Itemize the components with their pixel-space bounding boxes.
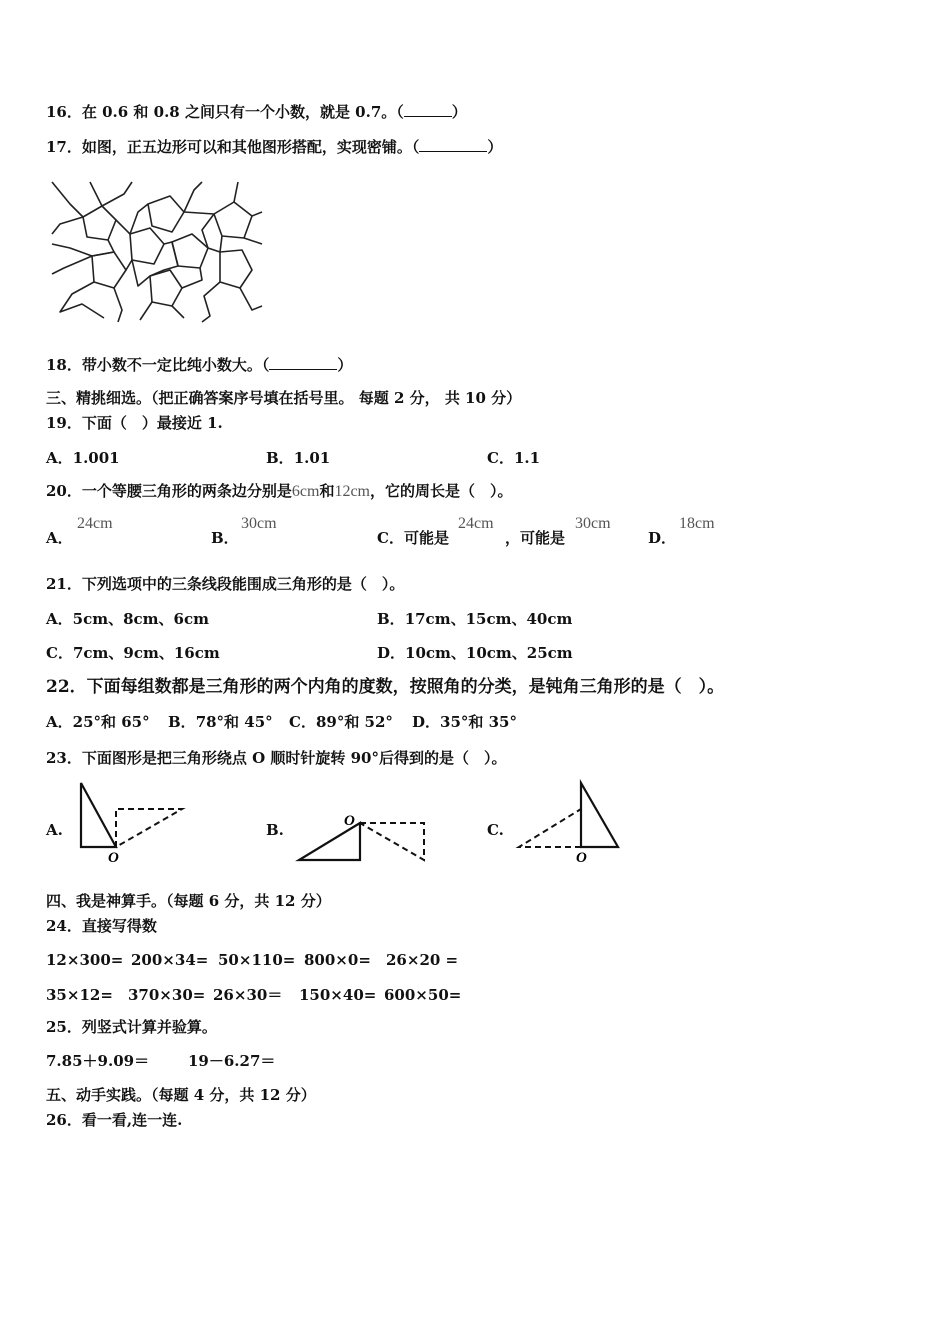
q21-option-b-label: B． (377, 610, 405, 628)
q22-option-a-label: A． (46, 713, 73, 731)
q24-item: 26×30＝ (213, 986, 283, 1004)
q24-item: 12×300= (46, 951, 124, 969)
pentagon-tessellation-figure (52, 182, 262, 322)
pentagon-shape (92, 252, 126, 288)
q17-text: 如图，正五边形可以和其他图形搭配，实现密铺。（ (81, 138, 420, 156)
question-26: 26．看一看,连一连. (46, 1111, 183, 1129)
q20-prefix: 20．一个等腰三角形的两条边分别是 (46, 482, 292, 500)
q20-option-b-value: 30cm (241, 515, 277, 532)
q22-option-b-label: B． (168, 713, 196, 731)
q20-option-c-value-2: 30cm (575, 515, 611, 532)
q23-option-a-figure (76, 780, 186, 870)
question-16 (46, 102, 467, 122)
question-23: 23．下面图形是把三角形绕点 O 顺时针旋转 90°后得到的是（ ）。 (46, 749, 507, 767)
q21-option-d[interactable] (377, 643, 573, 663)
star-edge (114, 288, 122, 322)
q18-number: 18． (46, 356, 82, 374)
q19-option-b-label: B． (266, 449, 294, 467)
section-4-heading: 四、我是神算手。（每题 6 分，共 12 分） (46, 892, 331, 910)
q24-item: 50×110= (218, 951, 296, 969)
q21-option-c[interactable] (46, 643, 220, 663)
q23-option-a[interactable]: A. (46, 821, 63, 839)
star-edge (208, 236, 222, 252)
q24-item: 800×0= (304, 951, 371, 969)
pentagon-shape (150, 270, 182, 306)
q22-option-d-label: D． (412, 713, 441, 731)
q18-answer-blank[interactable] (269, 355, 337, 370)
section-3-heading: 三、精挑细选。（把正确答案序号填在括号里。 每题 2 分， 共 10 分） (46, 389, 522, 407)
q22-option-b-value: 78°和 45° (195, 713, 273, 731)
star-edge (52, 182, 83, 234)
q20-option-b-label: B． (211, 529, 239, 547)
q22-option-a-value: 25°和 65° (72, 713, 150, 731)
star-edge (126, 260, 150, 286)
q20-suffix: ，它的周长是（ ）。 (370, 482, 513, 500)
q23-option-c[interactable]: C. (487, 821, 504, 839)
star-edge (182, 268, 202, 288)
section-5-heading: 五、动手实践。（每题 4 分，共 12 分） (46, 1086, 316, 1104)
q24-item: 370×30= (128, 986, 206, 1004)
q25-item: 19－6.27＝ (188, 1052, 276, 1070)
question-18 (46, 355, 352, 375)
star-edge (202, 282, 220, 322)
q21-option-a[interactable] (46, 609, 209, 629)
q19-option-b[interactable] (266, 448, 330, 468)
q20-option-c-label: C． (377, 529, 404, 547)
q22-option-d[interactable] (412, 712, 517, 732)
q20-option-c[interactable] (377, 528, 449, 548)
q17-number: 17． (46, 138, 82, 156)
pentagon-shape (83, 206, 116, 240)
question-17 (46, 137, 502, 157)
q21-option-b-value: 17cm、15cm、40cm (404, 610, 573, 628)
q21-option-a-label: A． (46, 610, 73, 628)
q24-item: 26×20 = (386, 951, 459, 969)
q23-a-point-o: O (108, 850, 119, 866)
q22-option-a[interactable] (46, 712, 150, 732)
q17-close: ） (487, 138, 503, 156)
q20-option-a-label: A． (46, 529, 73, 547)
q24-item: 200×34= (131, 951, 209, 969)
q21-option-c-label: C． (46, 644, 73, 662)
q16-text: 在 0.6 和 0.8 之间只有一个小数，就是 0.7。（ (81, 103, 404, 121)
q24-item: 35×12= (46, 986, 113, 1004)
q20-side-b: 12cm (334, 483, 370, 500)
star-edge (244, 238, 262, 244)
q19-option-a-label: A． (46, 449, 73, 467)
q19-option-a-value: 1.001 (72, 449, 120, 467)
star-edge (150, 242, 178, 276)
q24-item: 150×40= (299, 986, 377, 1004)
question-24: 24．直接写得数 (46, 917, 157, 935)
star-edge (60, 282, 104, 318)
question-20 (46, 481, 513, 502)
q22-option-c-value: 89°和 52° (315, 713, 393, 731)
q23-option-b-figure (294, 810, 434, 870)
q18-close: ） (337, 356, 353, 374)
q18-text: 带小数不一定比纯小数大。（ (81, 356, 270, 374)
q16-number: 16． (46, 103, 82, 121)
q22-option-c-label: C． (289, 713, 316, 731)
question-21: 21．下列选项中的三条线段能围成三角形的是（ ）。 (46, 575, 405, 593)
star-edge (234, 182, 238, 202)
q23-option-b[interactable]: B. (266, 821, 284, 839)
star-edge (172, 306, 184, 318)
question-25: 25．列竖式计算并验算。 (46, 1018, 217, 1036)
q19-option-c[interactable] (487, 448, 540, 468)
star-edge (184, 182, 202, 212)
q17-answer-blank[interactable] (419, 137, 487, 152)
question-19: 19．下面（ ）最接近 1. (46, 414, 223, 432)
q21-option-d-label: D． (377, 644, 406, 662)
q21-option-c-value: 7cm、9cm、16cm (72, 644, 220, 662)
q21-option-b[interactable] (377, 609, 572, 629)
q22-option-d-value: 35°和 35° (440, 713, 517, 731)
q25-item: 7.85＋9.09＝ (46, 1052, 150, 1070)
q16-answer-blank[interactable] (404, 102, 452, 117)
question-22: 22．下面每组数都是三角形的两个内角的度数，按照角的分类，是钝角三角形的是（ ）。 (46, 677, 725, 697)
q23-option-c-figure (514, 780, 634, 870)
pentagon-shape (130, 228, 164, 264)
q20-and: 和 (319, 482, 335, 500)
pentagon-shape (214, 202, 252, 238)
q23-c-point-o: O (576, 850, 587, 866)
star-edge (184, 212, 214, 248)
star-edge (252, 212, 262, 216)
q20-option-b[interactable] (211, 528, 239, 548)
q20-side-a: 6cm (291, 483, 320, 500)
pentagon-shape (148, 196, 184, 232)
q20-option-c-value: 24cm (458, 515, 494, 532)
star-edge (240, 288, 262, 310)
star-edge (52, 256, 92, 274)
q20-option-c-pre: 可能是 (403, 529, 449, 547)
q23-b-point-o: O (344, 813, 355, 829)
q21-option-a-value: 5cm、8cm、6cm (72, 610, 209, 628)
q20-option-d-value: 18cm (679, 515, 715, 532)
q22-option-b[interactable] (168, 712, 273, 732)
q22-option-c[interactable] (289, 712, 393, 732)
q20-option-d-label: D． (648, 529, 677, 547)
q20-option-a[interactable] (46, 528, 73, 548)
pentagon-shape (220, 250, 252, 288)
q16-close: ） (451, 103, 467, 121)
q19-option-a[interactable] (46, 448, 120, 468)
star-edge (140, 302, 152, 320)
q20-option-d[interactable] (648, 528, 676, 548)
q24-item: 600×50= (384, 986, 462, 1004)
q19-option-c-value: 1.1 (513, 449, 541, 467)
star-edge (90, 182, 132, 206)
q21-option-d-value: 10cm、10cm、25cm (405, 644, 573, 662)
star-edge (52, 240, 114, 256)
q19-option-b-value: 1.01 (293, 449, 331, 467)
q20-option-a-value: 24cm (77, 515, 113, 532)
q19-option-c-label: C． (487, 449, 514, 467)
q20-option-c-mid: ，可能是 (505, 529, 566, 547)
